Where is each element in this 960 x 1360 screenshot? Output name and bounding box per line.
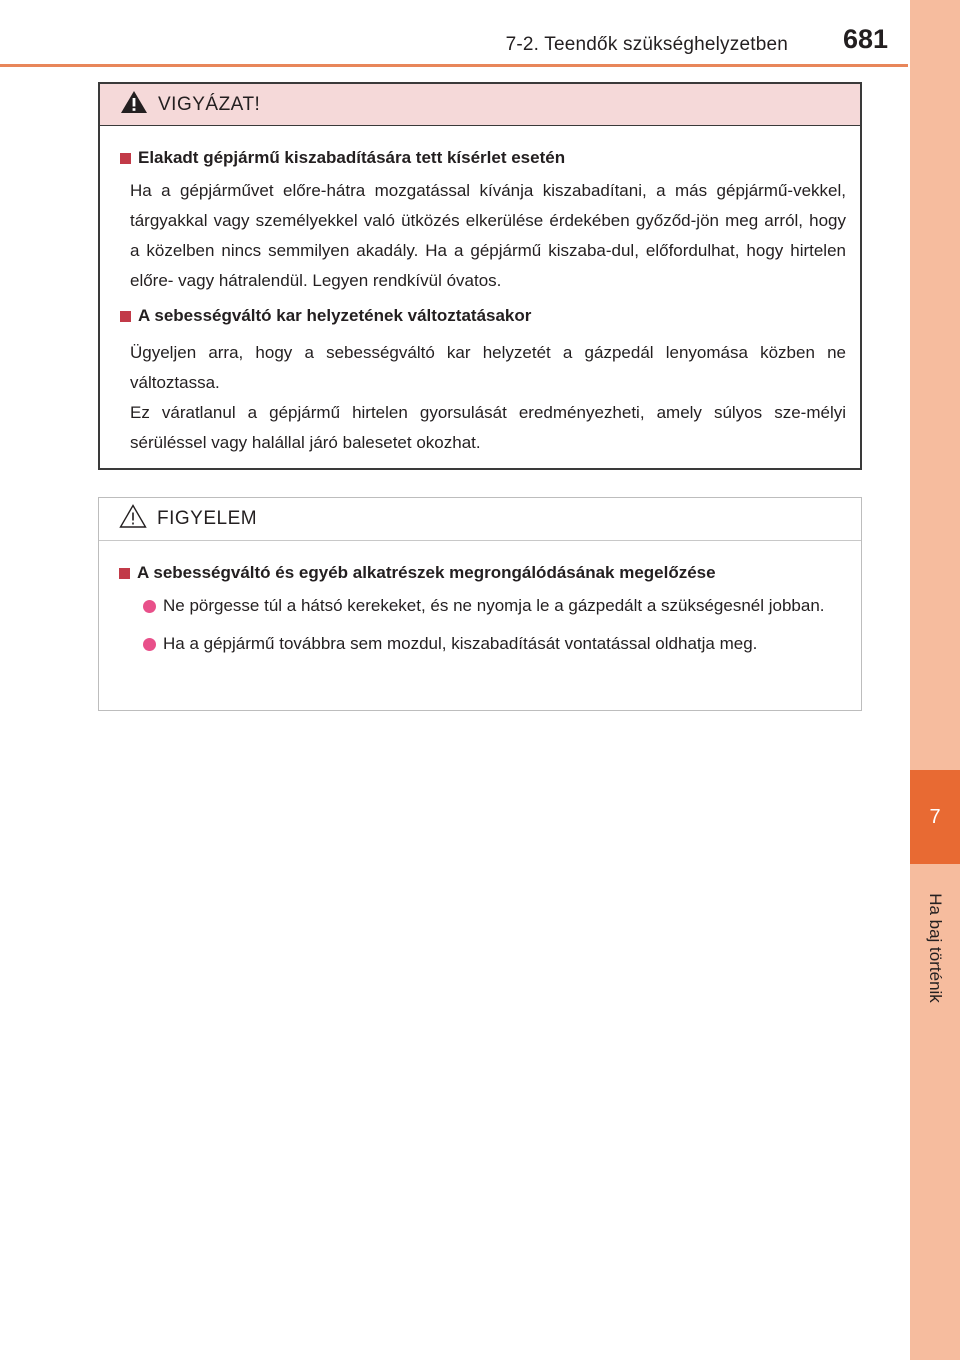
notice-bullet-text: Ha a gépjármű továbbra sem mozdul, kiszabadítását vontatással oldhatja meg. — [163, 634, 758, 653]
warning-box — [98, 82, 862, 470]
warning-paragraph: Ez váratlanul a gépjármű hirtelen gyorsulását eredményezheti, amely súlyos sze-mélyi sérüléssel vagy halállal járó balesetet okozhat. — [130, 403, 846, 452]
warning-section-heading-text: A sebességváltó kar helyzetének változtatásakor — [138, 306, 532, 325]
chapter-title — [910, 878, 960, 1018]
warning-section-heading-text: Elakadt gépjármű kiszabadítására tett kísérlet esetén — [138, 148, 566, 167]
warning-header — [100, 84, 860, 126]
notice-section-heading — [119, 561, 847, 585]
notice-body — [99, 561, 861, 659]
notice-bullet-text: Ne pörgesse túl a hátsó kerekeket, és ne nyomja le a gázpedált a szükségesnél jobban. — [163, 596, 825, 615]
notice-bullet-item — [119, 629, 847, 659]
bullet-dot-icon — [143, 600, 156, 613]
notice-box — [98, 497, 862, 711]
warning-title: VIGYÁZAT! — [158, 93, 261, 115]
section-title: 7-2. Teendők szükséghelyzetben — [505, 34, 788, 55]
chapter-side-tab — [910, 0, 960, 1360]
warning-triangle-icon — [120, 89, 148, 115]
bullet-dot-icon — [143, 638, 156, 651]
page-header — [0, 0, 908, 66]
square-marker-icon — [120, 311, 131, 322]
header-divider — [0, 64, 908, 67]
square-marker-icon — [120, 153, 131, 164]
warning-paragraph: Ha a gépjárművet előre-hátra mozgatással kívánja kiszabadítani, a más gépjármű-vekkel, tárgyakkal vagy személyekkel való ütközés elkerülése érdekében győződ-jön meg arról, hogy a közelben nincs semmilyen akadály. Ha a gépjármű kiszaba-dul, előfordulhat, hogy hirtelen előre- vagy hátralendül. Legyen rendkívül óvatos. — [130, 181, 846, 290]
notice-section-heading-text: A sebességváltó és egyéb alkatrészek megrongálódásának megelőzése — [137, 563, 716, 582]
page-number: 681 — [842, 24, 888, 54]
warning-section-heading — [120, 146, 846, 170]
notice-bullet-item — [119, 591, 847, 621]
notice-header — [99, 498, 861, 541]
warning-section-heading — [120, 304, 846, 328]
square-marker-icon — [119, 568, 130, 579]
chapter-title-text: Ha baj történik — [926, 893, 945, 1003]
chapter-number: 7 — [910, 770, 960, 864]
warning-body — [100, 146, 860, 458]
notice-title: FIGYELEM — [157, 508, 258, 529]
caution-triangle-icon — [119, 503, 147, 529]
warning-paragraph: Ügyeljen arra, hogy a sebességváltó kar helyzetét a gázpedál lenyomása közben ne változtassa. — [130, 343, 846, 392]
